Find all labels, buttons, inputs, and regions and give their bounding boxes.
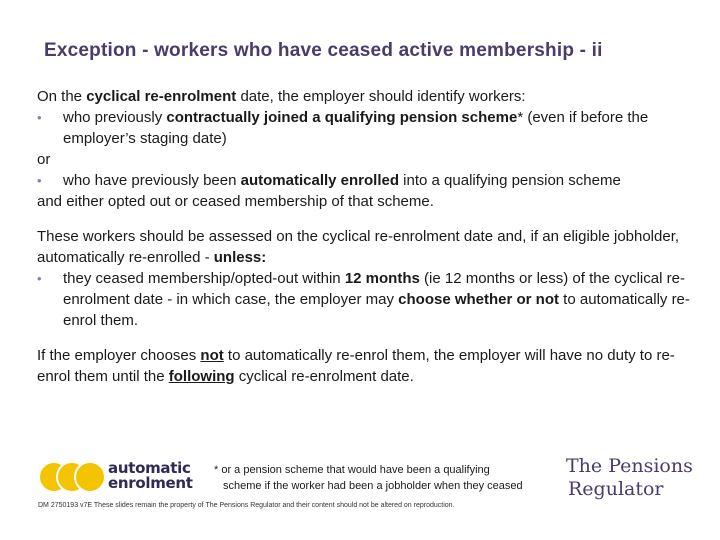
slide-title: Exception - workers who have ceased active membership - ii [44, 40, 603, 61]
bullet-icon: • [37, 110, 42, 125]
text: (ie 12 months or less) of the cyclical re-enrolment date - in which case, the employer may [63, 270, 685, 308]
pensions-regulator-logo [566, 455, 693, 501]
para1-intro [37, 86, 697, 107]
text: to automatically re-enrol them, the employer will have no duty to re-enrol them until the [37, 347, 675, 385]
text: into a qualifying pension scheme [399, 172, 621, 189]
text: * (even if before the employer’s staging date) [63, 109, 649, 147]
text: to automatically re-enrol them. [63, 291, 690, 329]
bullet-icon: • [37, 173, 42, 188]
text-bold-underline: not [200, 347, 224, 364]
footnote-line: scheme if the worker had been a jobholder when they ceased [223, 480, 523, 492]
text-bold-underline: following [168, 368, 235, 385]
footnote [214, 462, 559, 494]
text: date, the employer should identify workers: [236, 88, 526, 105]
text: If the employer chooses [37, 347, 201, 364]
para1-closing: and either opted out or ceased membership of that scheme. [37, 193, 434, 210]
bullet-contractual [37, 107, 697, 149]
text-bold: unless: [213, 249, 267, 266]
wordmark-line: enrolment [108, 474, 193, 492]
footnote-line: * or a pension scheme that would have been a qualifying [214, 464, 490, 476]
or-text: or [37, 151, 51, 168]
legal-notice: DM 2750193 v7E These slides remain the property of The Pensions Regulator and their content should not be altered on reproduction. [38, 502, 455, 509]
bullet-12-months [37, 268, 697, 331]
bullet-icon: • [37, 271, 42, 286]
para2-intro [37, 226, 697, 268]
text-bold: 12 months [344, 270, 420, 287]
text-bold: contractually joined a qualifying pension scheme [166, 109, 518, 126]
bullet-auto-enrolled [37, 170, 697, 191]
text-bold: automatically enrolled [240, 172, 400, 189]
automatic-enrolment-wordmark [108, 461, 193, 491]
text-bold: choose whether or not [398, 291, 560, 308]
text: cyclical re-enrolment date. [234, 368, 414, 385]
logo-line: Regulator [568, 478, 664, 500]
overlapping-circles-icon [38, 461, 108, 493]
para3 [37, 345, 697, 387]
text: they ceased membership/opted-out within [63, 270, 345, 287]
text: These workers should be assessed on the cyclical re-enrolment date and, if an eligible jobholder, automatically re-enrolled - [37, 228, 680, 266]
text-bold: cyclical re-enrolment [86, 88, 237, 105]
text: who previously [63, 109, 167, 126]
logo-line: The Pensions [566, 455, 693, 477]
slide-body [37, 86, 697, 387]
text: On the [37, 88, 87, 105]
text: who have previously been [63, 172, 241, 189]
wordmark-line: automatic [108, 459, 191, 477]
